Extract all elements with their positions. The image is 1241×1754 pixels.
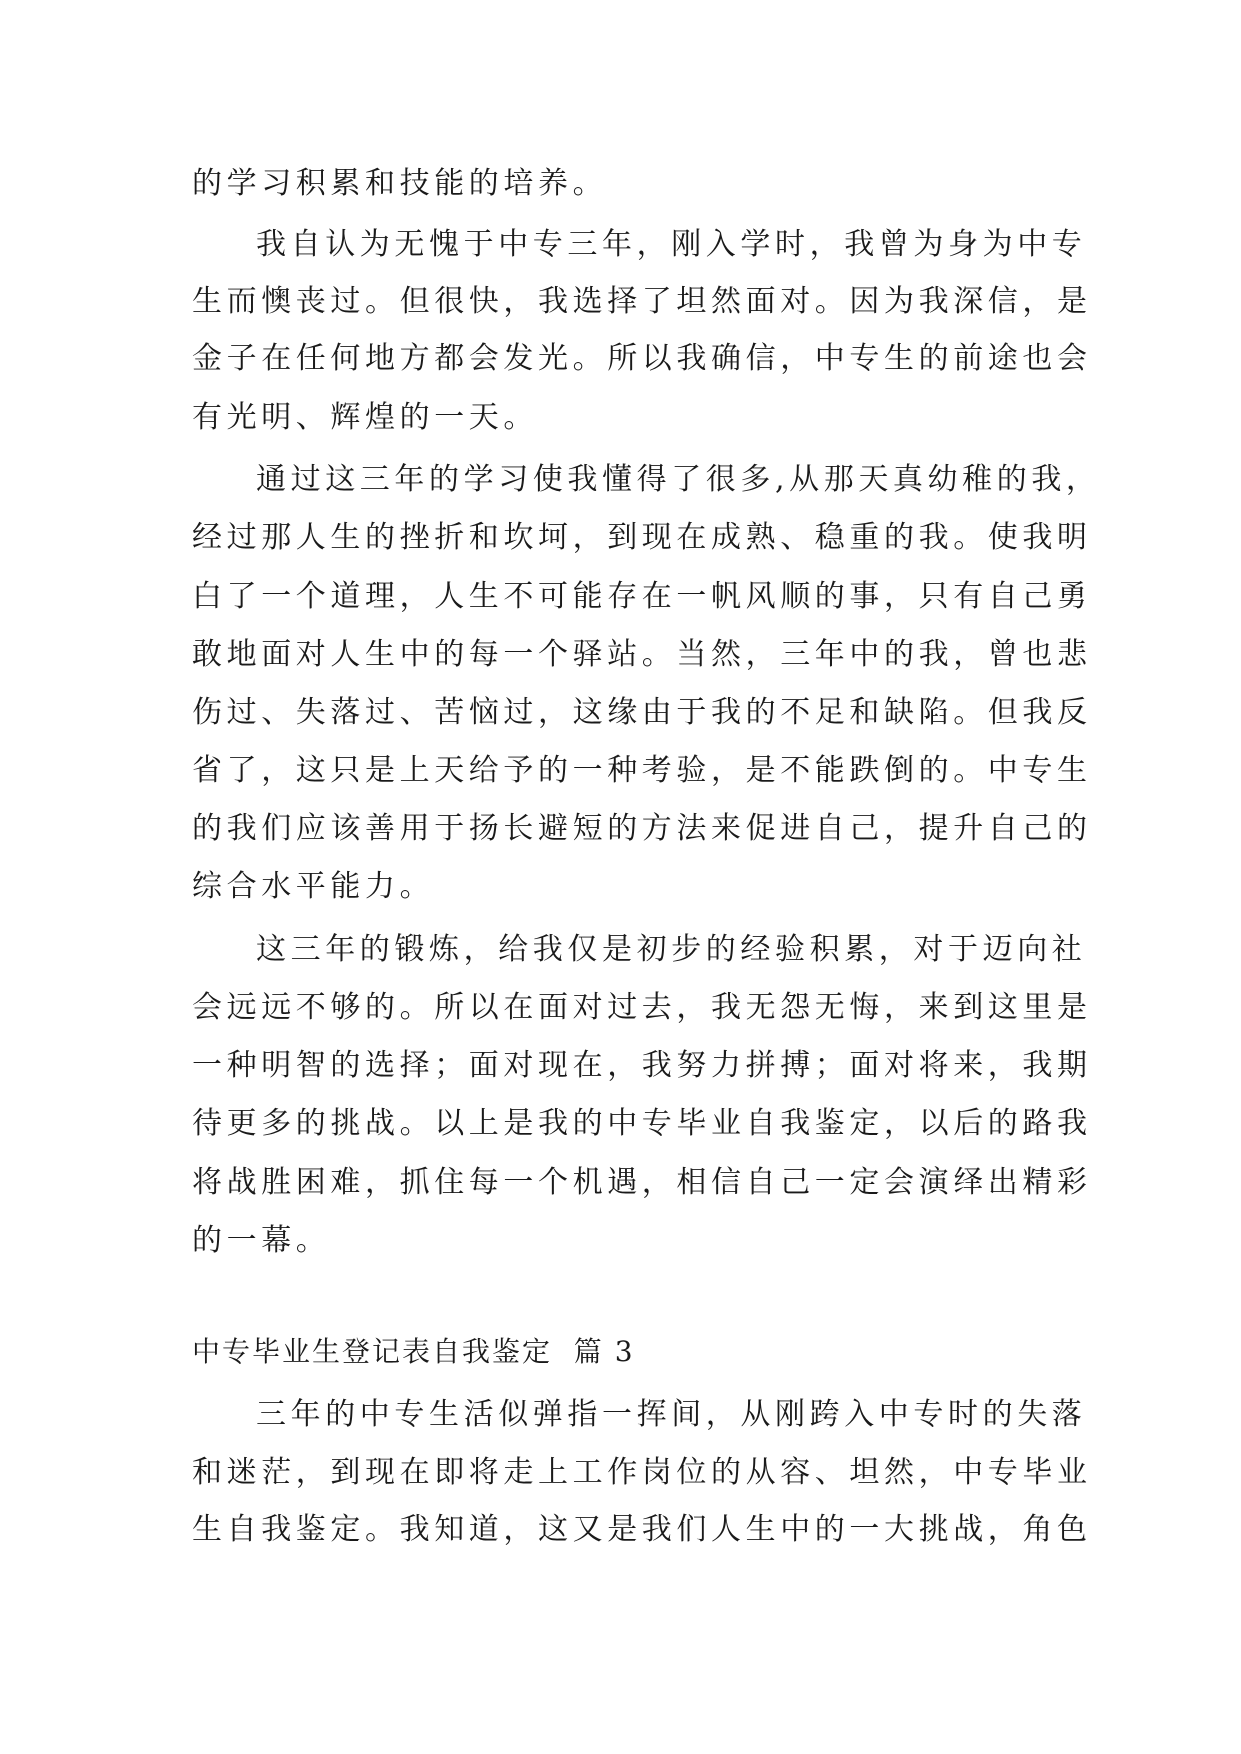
text-line: 伤过、失落过、苦恼过，这缘由于我的不足和缺陷。但我反: [192, 695, 1092, 730]
text-line: 一种明智的选择；面对现在，我努力拼搏；面对将来，我期: [192, 1048, 1092, 1083]
section-heading: 中专毕业生登记表自我鉴定 篇 3: [192, 1335, 635, 1368]
text-line: 生自我鉴定。我知道，这又是我们人生中的一大挑战，角色: [192, 1512, 1092, 1547]
paragraph-first-line: 通过这三年的学习使我懂得了很多,从那天真幼稚的我，: [256, 462, 1101, 497]
text-line: 的我们应该善用于扬长避短的方法来促进自己，提升自己的: [192, 811, 1092, 846]
text-line: 经过那人生的挫折和坎坷，到现在成熟、稳重的我。使我明: [192, 520, 1092, 555]
text-line: 省了，这只是上天给予的一种考验，是不能跌倒的。中专生: [192, 753, 1092, 788]
text-line: 的一幕。: [192, 1223, 331, 1258]
text-line: 待更多的挑战。以上是我的中专毕业自我鉴定，以后的路我: [192, 1106, 1092, 1141]
text-line: 会远远不够的。所以在面对过去，我无怨无悔，来到这里是: [192, 990, 1092, 1025]
text-line: 生而懊丧过。但很快，我选择了坦然面对。因为我深信，是: [192, 284, 1092, 319]
text-line: 综合水平能力。: [192, 869, 435, 904]
text-line: 和迷茫，到现在即将走上工作岗位的从容、坦然，中专毕业: [192, 1455, 1092, 1490]
text-line: 金子在任何地方都会发光。所以我确信，中专生的前途也会: [192, 341, 1092, 376]
text-line: 有光明、辉煌的一天。: [192, 400, 538, 435]
paragraph-first-line: 我自认为无愧于中专三年，刚入学时，我曾为身为中专: [256, 227, 1087, 262]
text-line: 白了一个道理，人生不可能存在一帆风顺的事，只有自己勇: [192, 579, 1092, 614]
paragraph-first-line: 这三年的锻炼，给我仅是初步的经验积累，对于迈向社: [256, 932, 1087, 967]
text-line: 敢地面对人生中的每一个驿站。当然，三年中的我，曾也悲: [192, 637, 1092, 672]
text-line: 将战胜困难，抓住每一个机遇，相信自己一定会演绎出精彩: [192, 1165, 1092, 1200]
paragraph-first-line: 三年的中专生活似弹指一挥间，从刚跨入中专时的失落: [256, 1397, 1087, 1432]
text-line: 的学习积累和技能的培养。: [192, 166, 608, 201]
